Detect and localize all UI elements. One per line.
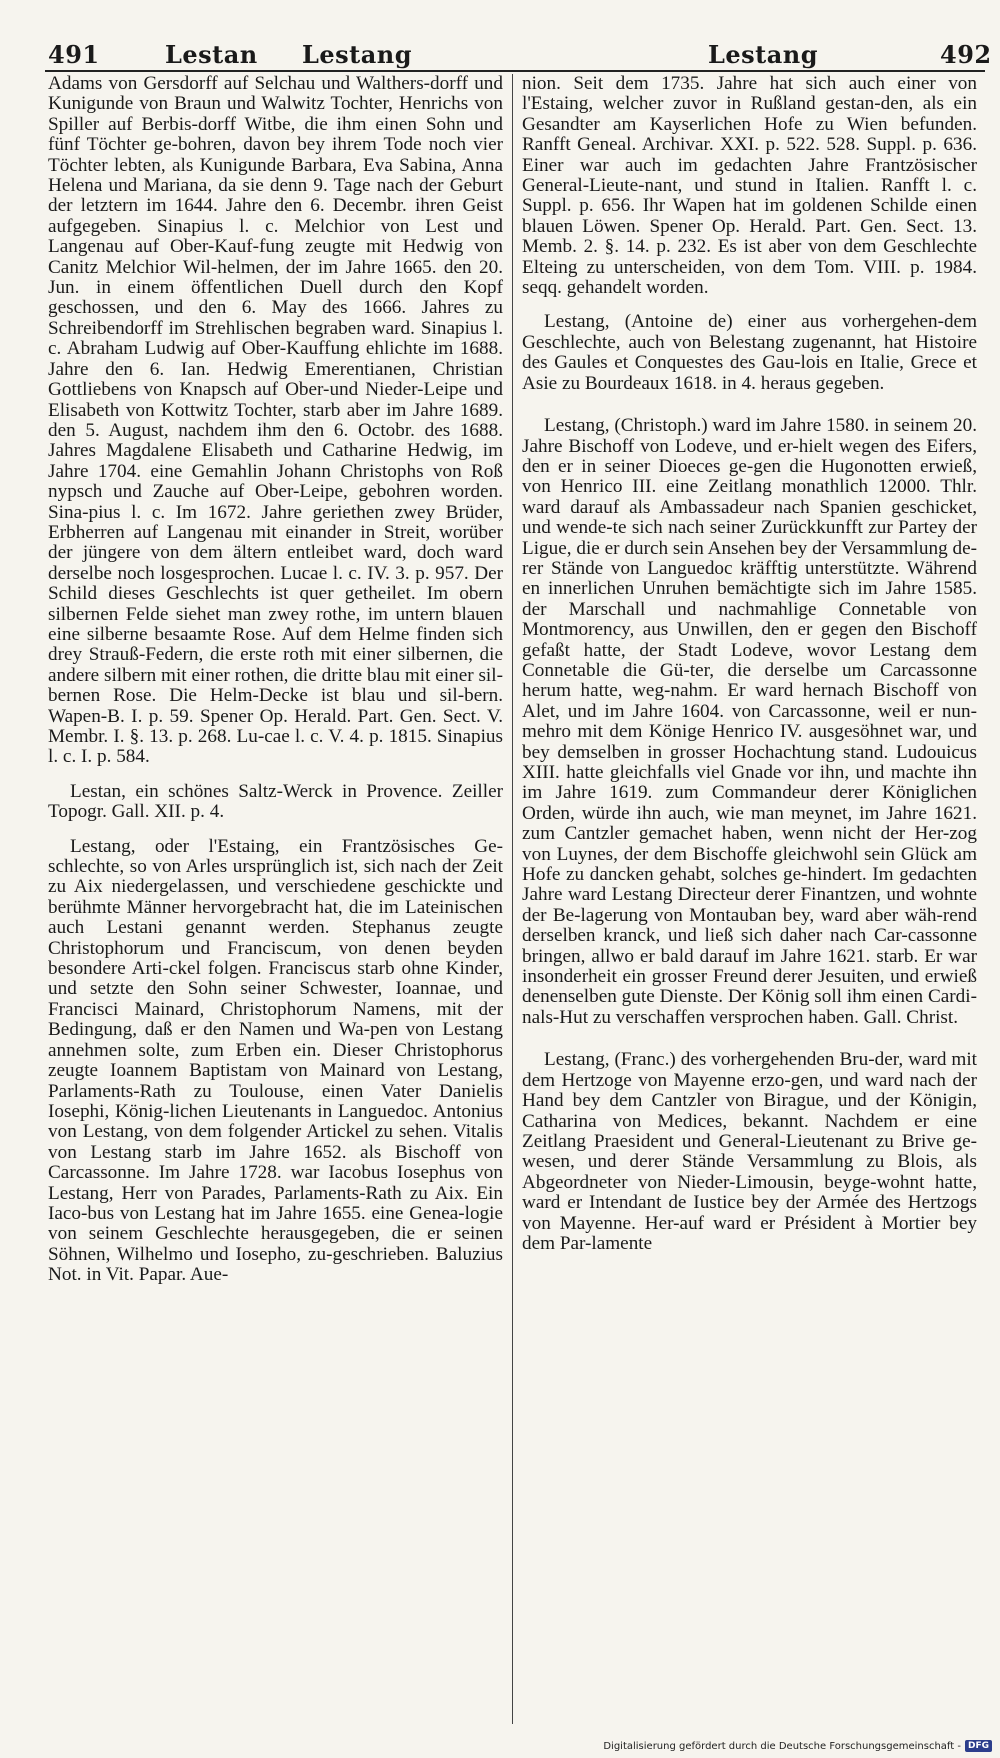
column-divider <box>512 74 513 1724</box>
dfg-logo: DFG <box>965 1740 992 1752</box>
entry-paragraph: Lestan, ein schönes Saltz-Werck in Provence. Zeiller Topogr. Gall. XII. p. 4. <box>48 780 503 823</box>
header-rule <box>45 70 985 72</box>
entry-paragraph: Lestang, oder l'Estaing, ein Frantzösisches Ge-schlechte, so von Arles ursprünglich ist, sich nach der Zeit zu Aix niedergelassen, und verschiedene geschickte und berühmte Männer hervorgebracht hat, die im Lateinischen auch Lestani genannt werden. Stephanus zeugte Christophorum und Franciscum, von denen beyden besondere Arti-ckel folgen. Franciscus starb ohne Kinder, und setzte den Sohn seiner Schwester, Ioannae, und Francisci Mainard, Christophorum Namens, mit der Bedingung, daß er den Namen und Wa-pen von Lestang annehmen solte, zum Erben ein. Dieser Christophorus zeugte Ioannem Baptistam von Mainard von Lestang, Parlaments-Rath zu Toulouse, einen Vater Danielis Iosephi, König-lichen Lieutenants in Languedoc. Antonius von Lestang, von dem folgender Artickel zu sehen. Vitalis von Lestang starb im Jahre 1652. als Bischoff von Carcassonne. Im Jahre 1728. war Iacobus Iosephus von Lestang, Herr von Parades, Parlaments-Rath zu Aix. Ein Iaco-bus von Lestang hat im Jahre 1655. eine Genea-logie von seinem Geschlechte herausgegeben, die er seinen Söhnen, Wilhelmo und Iosepho, zu-geschrieben. Baluzius Not. in Vit. Papar. Aue- <box>48 835 503 1286</box>
page-number-right: 492 <box>940 40 992 69</box>
digitization-footer <box>603 1740 992 1752</box>
right-column <box>522 74 977 1734</box>
page-number-left: 491 <box>48 40 100 69</box>
footer-text: Digitalisierung gefördert durch die Deutsche Forschungsgemeinschaft - <box>603 1740 961 1752</box>
left-column <box>48 74 503 1734</box>
running-head-left-1: Lestan <box>165 40 258 69</box>
entry-paragraph: Adams von Gersdorff auf Selchau und Walthers-dorff und Kunigunde von Braun und Walwitz Tochter, Henrichs von Spiller auf Berbis-dorff Witbe, die ihm einen Sohn und fünf Töchter ge-bohren, davon bey ihrem Tode noch vier Töchter lebten, als Kunigunde Barbara, Eva Sabina, Anna Helena und Mariana, da sie denn 9. Tage nach der Geburt der letztern im 1644. Jahre den 6. Decembr. ihren Geist aufgegeben. Sinapius l. c. Melchior von Lest und Langenau auf Ober-Kauf-fung zeugte mit Hedwig von Canitz Melchior Wil-helmen, der im Jahre 1665. den 20. Jun. in einem öffentlichen Duell durch den Kopf geschossen, und den 6. May des 1666. Jahres zu Schreibendorff im Strehlischen begraben ward. Sinapius l. c. Abraham Ludwig auf Ober-Kauffung ehlichte im 1688. Jahre den 6. Ian. Hedwig Emerentianen, Christian Gottliebens von Knapsch auf Ober-und Nieder-Leipe und Elisabeth von Kottwitz Tochter, starb aber im Jahre 1689. den 5. August, nachdem ihm den 6. Octobr. des 1688. Jahres Magdalene Elisabeth und Catharine Hedwig, im Jahre 1704. eine Gemahlin Johann Christophs von Roß nypsch und Zauche auf Ober-Leipe, gebohren worden. Sina-pius l. c. Im 1672. Jahre geriethen zwey Brüder, Erbherren auf Langenau mit einander in Streit, worüber der jüngere von dem ältern entleibet ward, doch ward derselbe noch losgesprochen. Lucae l. c. IV. 3. p. 957. Der Schild dieses Geschlechts ist quer getheilet. Im obern silbernen Felde siehet man zwey rothe, im untern blauen eine silberne besaamte Rose. Auf dem Helme finden sich drey Strauß-Federn, die erste roth mit einer silbernen, die andere silbern mit einer rothen, die dritte blau mit einer sil-bernen Rose. Die Helm-Decke ist blau und sil-bern. Wapen-B. I. p. 59. Spener Op. Herald. Part. Gen. Sect. V. Membr. I. §. 13. p. 268. Lu-cae l. c. V. 4. p. 1815. Sinapius l. c. I. p. 584. <box>48 74 503 768</box>
entry-paragraph: Lestang, (Franc.) des vorhergehenden Bru-der, ward mit dem Hertzoge von Mayenne erzo-gen, und ward nach der Hand bey dem Cantzler von Birague, und der Königin, Catharina von Medices, bekannt. Nachdem er eine Zeitlang Praesident und General-Lieutenant zu Brive ge-wesen, und derer Stände Versammlung zu Blois, als Abgeordneter von Nieder-Limousin, beyge-wohnt hatte, ward er Intendant de Iustice bey der Armée des Hertzogs von Mayenne. Her-auf ward er Président à Mortier bey dem Par-lamente <box>522 1049 977 1254</box>
running-head-right: Lestang <box>708 40 819 69</box>
entry-paragraph: Lestang, (Christoph.) ward im Jahre 1580. in seinem 20. Jahre Bischoff von Lodeve, und er-hielt wegen des Eifers, den er in seiner Dioeces ge-gen die Hugonotten erwieß, von Henrico III. eine Zeitlang monathlich 12000. Thlr. ward darauf als Ambassadeur nach Spanien geschicket, und wende-te sich nach seiner Zurückkunfft zur Partey der Ligue, die er durch sein Ansehen bey der Versammlung de-rer Stände von Languedoc kräfftig unterstützte. Während en innerlichen Unruhen bemächtigte sich im Jahre 1585. der Marschall und nachmahlige Connetable von Montmorency, aus Unwillen, den er gegen den Bischoff gefaßt hatte, der Stadt Lodeve, wovor Lestang dem Connetable die Gü-ter, die derselbe um Carcassonne herum hatte, weg-nahm. Er ward hernach Bischoff von Alet, und im Jahre 1604. von Carcassonne, weil er nun-mehro mit dem Könige Henrico IV. ausgesöhnet war, und bey demselben in grosser Hochachtung stand. Ludouicus XIII. hatte gleichfalls viel Gnade vor ihn, und machte ihn im Jahre 1619. zum Commandeur derer Königlichen Orden, würde ihn auch, wie man meynet, im Jahre 1621. zum Cantzler gemachet haben, wenn nicht der Her-zog von Luynes, der dem Bischoffe gleichwohl sein Glück am Hofe zu dancken gehabt, solches ge-hindert. Im gedachten Jahre ward Lestang Directeur derer Finantzen, und wohnte der Be-lagerung von Montauban bey, ward aber wäh-rend derselben kranck, und ließ sich daher nach Car-cassonne bringen, allwo er bald darauf im Jahre 1621. starb. Er war insonderheit ein grosser Freund derer Jesuiten, und erwieß denenselben gute Dienste. Der König soll ihm einen Cardi-nals-Hut zu verschaffen versprochen haben. Gall. Christ. <box>522 415 977 1028</box>
running-head-left-2: Lestang <box>302 40 413 69</box>
entry-paragraph: nion. Seit dem 1735. Jahre hat sich auch einer von l'Estaing, welcher zuvor in Rußland gestan-den, als ein Gesandter am Kayserlichen Hofe zu Wien befunden. Ranfft Geneal. Archivar. XXI. p. 522. 528. Suppl. p. 636. Einer war auch im gedachten Jahre Frantzösischer General-Lieute-nant, und stund in Italien. Ranfft l. c. Suppl. p. 656. Ihr Wapen hat im goldenen Schilde einen blauen Löwen. Spener Op. Herald. Part. Gen. Sect. 13. Memb. 2. §. 14. p. 232. Es ist aber von dem Geschlechte Elteing zu unterscheiden, von dem Tom. VIII. p. 1984. seqq. gehandelt worden. <box>522 74 977 299</box>
entry-paragraph: Lestang, (Antoine de) einer aus vorhergehen-dem Geschlechte, auch von Belestang zugenannt, hat Histoire des Gaules et Conquestes des Gau-lois en Italie, Grece et Asie zu Bourdeaux 1618. in 4. heraus gegeben. <box>522 311 977 394</box>
